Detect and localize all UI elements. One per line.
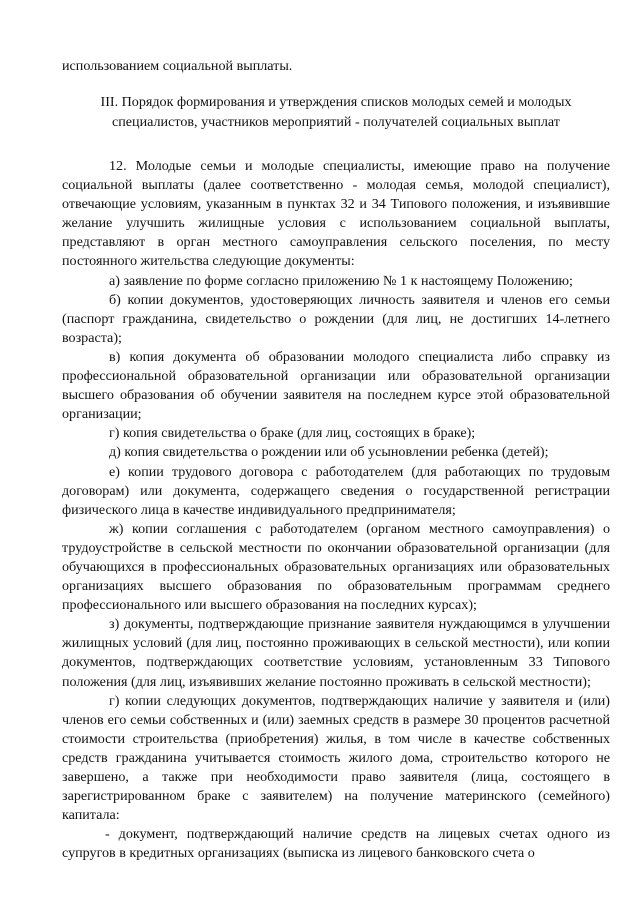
item-v: в) копия документа об образовании молодого специалиста либо справку из профессиональной образовательной организации или образовательной организации высшего образования об обучении заявителя на последнем курсе этой образовательной организации; <box>62 348 610 423</box>
section-heading: III. Порядок формирования и утверждения списков молодых семей и молодых специалистов, участников мероприятий - получателей социальных выплат <box>100 94 572 130</box>
item-g-funds: г) копии следующих документов, подтверждающих наличие у заявителя и (или) членов его семьи собственных и (или) заемных средств в размере 30 процентов расчетной стоимости строительства (приобретения) жилья, в том числе в качестве собственных средств гражданина учитывается стоимость жилого дома, строительство которого не завершено, а также при необходимости право заявителя (лица, состоящего в зарегистрированном браке с заявителем) на получение материнского (семейного) капитала: <box>62 692 610 824</box>
item-b: б) копии документов, удостоверяющих личность заявителя и членов его семьи (паспорт гражданина, свидетельство о рождении (для лиц, не достигших 14-летнего возраста); <box>62 291 610 346</box>
item-z: з) документы, подтверждающие признание заявителя нуждающимся в улучшении жилищных условий (для лиц, постоянно проживающих в сельской местности), или копии документов, подтверждающих соответствие условиям, установленным 33 Типового положения (для лиц, изъявивших желание постоянно проживать в сельской местности); <box>62 616 610 690</box>
item-e: е) копии трудового договора с работодателем (для работающих по трудовым договорам) или документа, содержащего сведения о государственной регистрации физического лица в качестве индивидуального предпринимателя; <box>62 463 610 518</box>
item-a: а) заявление по форме согласно приложению № 1 к настоящему Положению; <box>109 272 573 289</box>
continuation-line: использованием социальной выплаты. <box>62 58 293 74</box>
sub-item-account-document: - документ, подтверждающий наличие средств на лицевых счетах одного из супругов в кредитных организациях (выписка из лицевого банковского счета о <box>62 826 610 862</box>
item-d: д) копия свидетельства о рождении или об усыновлении ребенка (детей); <box>109 444 549 461</box>
paragraph-12: 12. Молодые семьи и молодые специалисты, имеющие право на получение социальной выплаты (далее соответственно - молодая семья, молодой специалист), отвечающие условиям, указанным в пунктах 32 и 34 Типового положения, и изъявившие желание улучшить жилищные условия с использованием социальной выплаты, представляют в орган местного самоуправления сельского поселения, по месту постоянного жительства следующие документы: <box>62 158 610 270</box>
document-body <box>62 157 610 863</box>
item-g-marriage: г) копия свидетельства о браке (для лиц, состоящих в браке); <box>109 425 476 442</box>
item-zh: ж) копии соглашения с работодателем (органом местного самоуправления) о трудоустройстве в сельской местности по окончании образовательной организации (для обучающихся в профессиональных образовательных организациях или образовательных организациях высшего образования по образовательным программам среднего профессионального или высшего образования на последних курсах); <box>62 520 610 614</box>
